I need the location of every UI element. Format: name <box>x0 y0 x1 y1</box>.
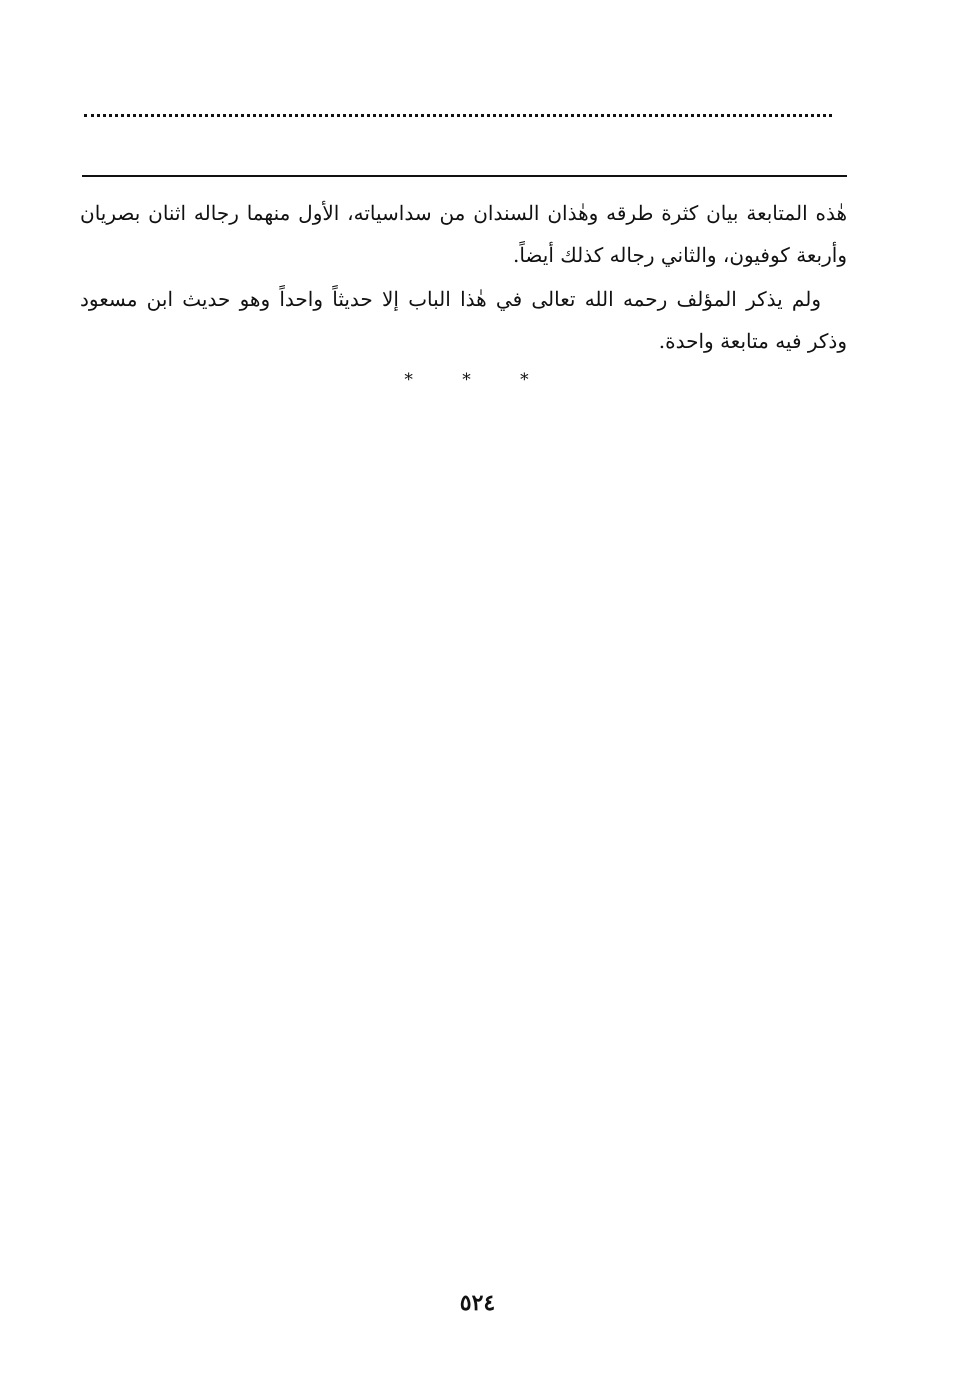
paragraph-2: ولم يذكر المؤلف رحمه الله تعالى في هٰذا الباب إلا حديثاً واحداً وهو حديث ابن مسعود وذكر فيه متابعة واحدة. <box>80 287 847 353</box>
page-number: ٥٢٤ <box>459 1290 496 1316</box>
paragraph-1: هٰذه المتابعة بيان كثرة طرقه وهٰذان السندان من سداسياته، الأول منهما رجاله اثنان بصريان وأربعة كوفيون، والثاني رجاله كذلك أيضاً. <box>80 201 847 267</box>
footnote-rule <box>82 175 847 177</box>
section-separator: * * * <box>404 370 551 390</box>
body-text <box>80 192 847 362</box>
dotted-divider <box>84 114 832 117</box>
